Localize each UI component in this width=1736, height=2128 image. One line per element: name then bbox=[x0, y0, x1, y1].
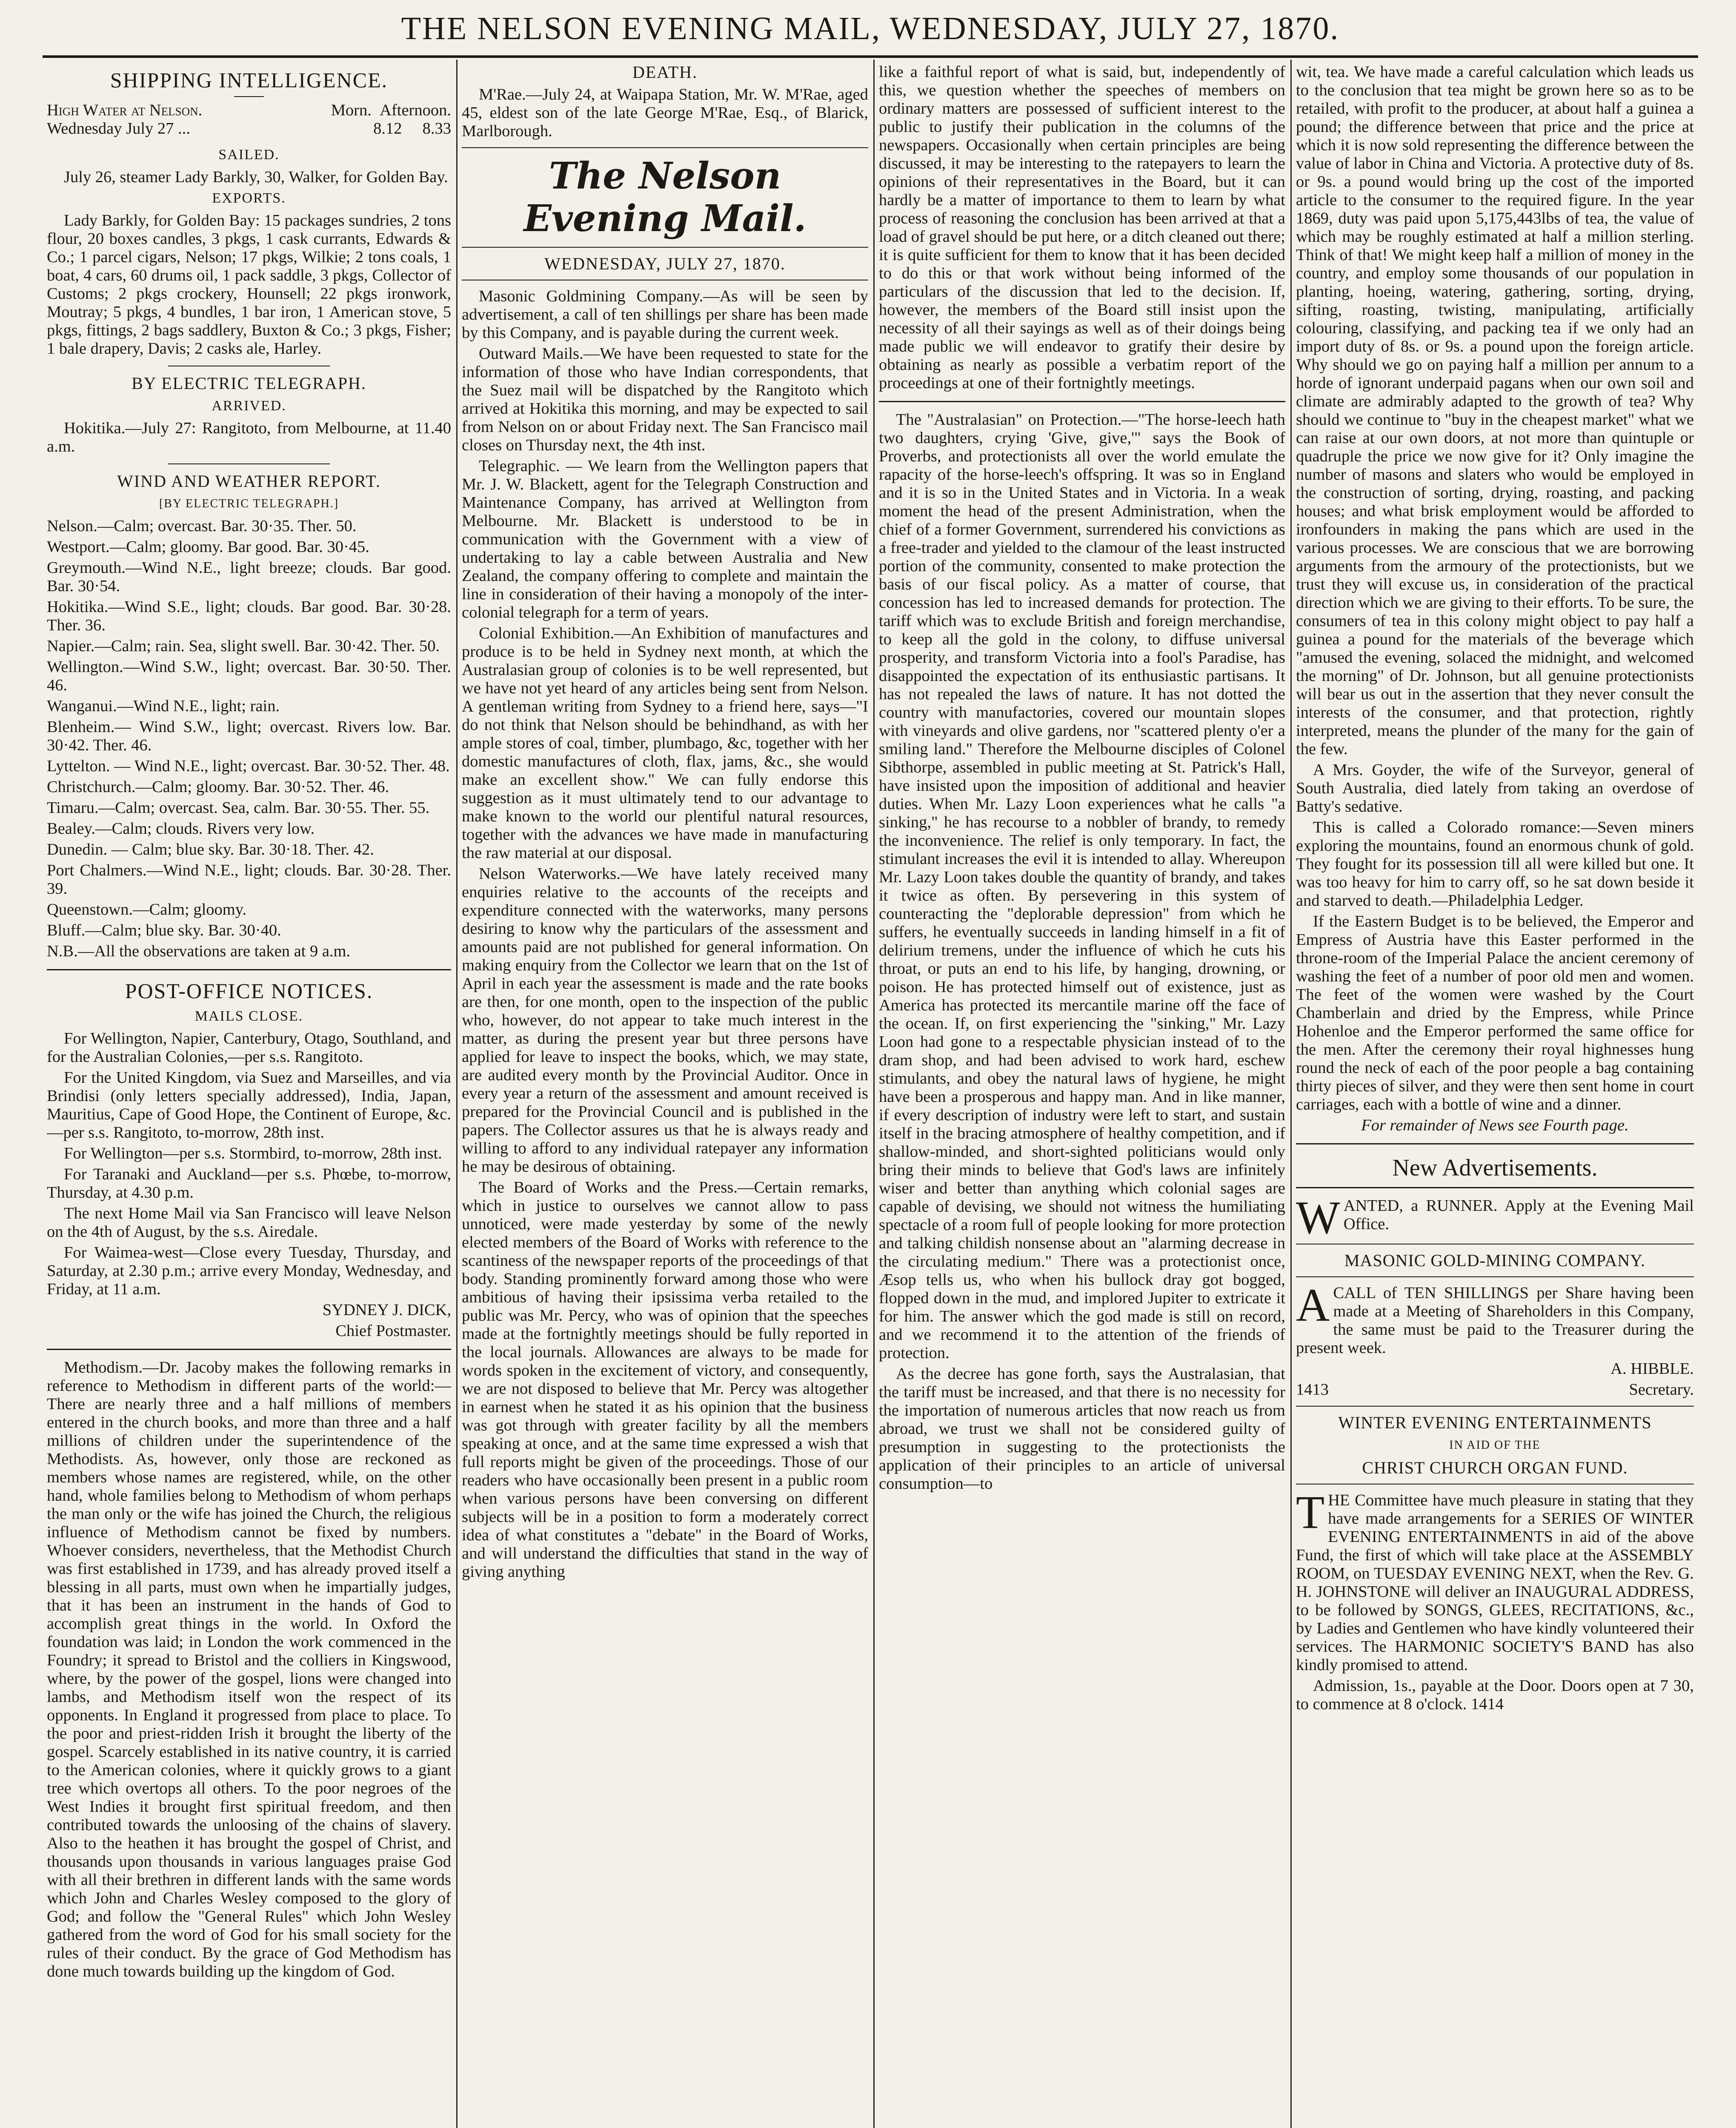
weather-line: Timaru.—Calm; overcast. Sea, calm. Bar. 30·55. Ther. 55. bbox=[47, 799, 430, 817]
weather-line: Queenstown.—Calm; gloomy. bbox=[47, 901, 247, 918]
weather-line: Port Chalmers.—Wind N.E., light; clouds. Bar. 30·28. Ther. 39. bbox=[47, 861, 451, 898]
section-rule bbox=[1296, 1143, 1694, 1144]
weather-note: N.B.—All the observations are taken at 9 a.m. bbox=[47, 942, 351, 960]
column-2 bbox=[462, 63, 868, 2128]
weather-list bbox=[47, 517, 451, 961]
section-rule bbox=[47, 969, 451, 970]
mail-line: For Waimea-west—Close every Tuesday, Thursday, and Saturday, at 2.30 p.m.; arrive every Monday, Wednesday, and Friday, at 11 a.m. bbox=[47, 1244, 451, 1298]
ad-winter-text: HE Committee have much pleasure in stating that they have made arrangements for a SERIES OF WINTER EVENING ENTERTAINMENTS in aid of the above Fund, the first of which will take place at the ASSEMBLY ROOM, on TUESDAY EVENING NEXT, when the Rev. G. H. JOHNSTONE will deliver an INAUGURAL ADDRESS, to be followed by SONGS, GLEES, RECITATIONS, &c., by Ladies and Gentlemen who have kindly volunteered their services. The HARMONIC SOCIETY'S BAND has also kindly promised to attend. bbox=[1296, 1491, 1694, 1674]
article-paragraph: Outward Mails.—We have been requested to state for the information of those who have Indian correspondents, that the Suez mail will be dispatched by the Rangitoto which arrived at Hokitika this morning, and may be expected to sail from Nelson on or about Friday next. The San Francisco mail closes on Thursday next, the 4th inst. bbox=[462, 345, 868, 454]
weather-line: Wellington.—Wind S.W., light; overcast. Bar. 30·50. Ther. 46. bbox=[47, 658, 451, 694]
exports-head: EXPORTS. bbox=[212, 190, 286, 206]
telegraph-title: BY ELECTRIC TELEGRAPH. bbox=[132, 374, 366, 393]
ad-masonic bbox=[1296, 1279, 1694, 1357]
tide-label: High Water at Nelson. bbox=[47, 101, 203, 119]
weather-line: Bealey.—Calm; clouds. Rivers very low. bbox=[47, 820, 315, 838]
ad-masonic-name: A. HIBBLE. bbox=[1610, 1360, 1694, 1378]
death-head: DEATH. bbox=[632, 63, 698, 82]
ad-masonic-title: Secretary. bbox=[1629, 1381, 1694, 1399]
paper-title: The Nelson Evening Mail. bbox=[523, 154, 807, 240]
death-text: M'Rae.—July 24, at Waipapa Station, Mr. W. M'Rae, aged 45, eldest son of the late George M'Rae, Esq., of Blarick, Marlborough. bbox=[462, 86, 868, 140]
shipping-title: SHIPPING INTELLIGENCE. bbox=[110, 68, 388, 92]
ad-rule bbox=[1296, 1406, 1694, 1407]
article-paragraph: A Mrs. Goyder, the wife of the Surveyor, general of South Australia, died lately from taking an overdose of Batty's sedative. bbox=[1296, 761, 1694, 815]
section-rule bbox=[47, 1349, 451, 1350]
ad-winter-admission: Admission, 1s., payable at the Door. Doors open at 7 30, to commence at 8 o'clock. 1414 bbox=[1296, 1677, 1694, 1713]
tide-header bbox=[47, 101, 451, 120]
sailed-head: SAILED. bbox=[218, 147, 280, 163]
weather-line: Greymouth.—Wind N.E., light breeze; clouds. Bar good. Bar. 30·54. bbox=[47, 559, 451, 595]
weather-line: Napier.—Calm; rain. Sea, slight swell. Bar. 30·42. Ther. 50. bbox=[47, 637, 440, 655]
ad-winter-head2: CHRIST CHURCH ORGAN FUND. bbox=[1362, 1458, 1628, 1477]
weather-line: Lyttelton. — Wind N.E., light; overcast. Bar. 30·52. Ther. 48. bbox=[47, 757, 450, 775]
ad-runner-text: ANTED, a RUNNER. Apply at the Evening Mail Office. bbox=[1343, 1197, 1694, 1233]
article-paragraph: The Board of Works and the Press.—Certain remarks, which in justice to ourselves we cannot allow to pass unnoticed, were made yesterday by some of the newly elected members of the Board of Works with reference to the scantiness of the newspaper reports of the proceedings of that body. Standing prominently forward among those who were ambitious of having their ipsissima verba retailed to the public was Mr. Percy, who was of opinion that the speeches made at the fortnightly meetings should be fully reported in the local journals. Allowances are always to be made for words spoken in the excitement of victory, and consequently, we are not disposed to believe that Mr. Percy was altogether in earnest when he stated it as his opinion that the business was got through with greater facility by all the members speaking at once, and at the same time expressed a wish that full reports might be given of the proceedings. Those of our readers who have occasionally been present in a public room when various persons have been conversing on different subjects will be in a position to form a moderately correct idea of what constitutes a "debate" in the Board of Works, and will understand the difficulties that stand in the way of giving anything bbox=[462, 1178, 868, 1581]
mails-head: MAILS CLOSE. bbox=[194, 1008, 303, 1024]
tide-aft-label: Afternoon. bbox=[380, 101, 451, 119]
arrived-head: ARRIVED. bbox=[212, 398, 286, 414]
tide-morn: 8.12 bbox=[373, 120, 402, 137]
ornament-rule bbox=[234, 96, 264, 97]
tide-day: Wednesday July 27 ... bbox=[47, 120, 190, 137]
ad-number: 1413 bbox=[1296, 1381, 1329, 1399]
column-divider bbox=[873, 60, 875, 2128]
ad-masonic-text: CALL of TEN SHILLINGS per Share having been made at a Meeting of Shareholders in this Company, the same must be paid to the Treasurer during the present week. bbox=[1296, 1284, 1694, 1357]
exports-text: Lady Barkly, for Golden Bay: 15 packages sundries, 2 tons flour, 20 boxes candles, 3 pkgs, 1 cask currants, Edwards & Co.; 1 parcel cigars, Nelson; 17 pkgs, Wilkie; 2 tons coals, 1 boat, 4 cars, 60 drums oil, 1 pack saddle, 3 pkgs, Collector of Customs; 2 pkgs crockery, Hounsell; 22 pkgs ironwork, Moutray; 5 pkgs, 4 bundles, 1 bar iron, 1 American stove, 5 pkgs, fittings, 2 bags saddlery, Buxton & Co.; 3 pkgs, Fisher; 1 bale drapery, Davis; 2 casks ale, Harley. bbox=[47, 212, 451, 358]
column-3 bbox=[879, 63, 1285, 2128]
mail-line: For the United Kingdom, via Suez and Marseilles, and via Brindisi (only letters specially addressed), India, Japan, Mauritius, Cape of Good Hope, the Continent of Europe, &c.—per s.s. Rangitoto, to-morrow, 28th inst. bbox=[47, 1069, 451, 1141]
section-rule bbox=[462, 147, 868, 148]
weather-line: Dunedin. — Calm; blue sky. Bar. 30·18. Ther. 42. bbox=[47, 841, 374, 858]
weather-sub: [BY ELECTRIC TELEGRAPH.] bbox=[159, 497, 339, 510]
drop-cap: A bbox=[1296, 1279, 1330, 1331]
article-paragraph: wit, tea. We have made a careful calculation which leads us to the conclusion that tea might be grown here so as to be retailed, with profit to the producer, at about half a guinea a pound; the difference between that price and the price at which it is now sold representing the difference between the value of labor in China and Victoria. A protective duty of 8s. or 9s. a pound would bring up the cost of the imported article to the consumer to the required figure. In the year 1869, duty was paid upon 5,175,443lbs of tea, the value of which may be roughly estimated at half a million sterling. Think of that! We might keep half a million of money in the country, and employ some thousands of our population in planting, hoeing, watering, gathering, sorting, drying, sifting, roasting, twisting, manipulating, artificially colouring, classifying, and packing tea if we only had an import duty of 8s. or 9s. a pound upon the foreign article. Why should we go on paying half a million per annum to a horde of ignorant underpaid pagans when our own soil and climate are admirably adapted to the growth of tea? Why should we continue to "buy in the cheapest market" what we can raise at our own doors, at not more than quintuple or quadruple the price we now give for it? Only imagine the number of masons and slaters who would be employed in the construction of sorting, drying, roasting, and packing houses; and what brisk employment would be afforded to ironfounders in making the pans which are used in the various processes. We are conscious that we are borrowing arguments from the armoury of the protectionists, but we trust they will excuse us, in consideration of the practical direction which we are giving to their efforts. To be sure, the consumers of tea in this colony might object to pay half a guinea a pound for the materials of the beverage which "amused the evening, solaced the midnight, and welcomed the morning" of Dr. Johnson, but all genuine protectionists will bear us out in the assertion that they never consult the interests of the consumer, and that protection, rightly interpreted, means the plunder of the many for the gain of the few. bbox=[1296, 63, 1694, 758]
ad-winter-sub: IN AID OF THE bbox=[1449, 1439, 1541, 1452]
ad-masonic-head: MASONIC GOLD-MINING COMPANY. bbox=[1344, 1251, 1645, 1270]
weather-line: Westport.—Calm; gloomy. Bar good. Bar. 30·45. bbox=[47, 538, 369, 556]
article-paragraph: Masonic Goldmining Company.—As will be seen by advertisement, a call of ten shillings per share has been made by this Company, and is payable during the current week. bbox=[462, 287, 868, 342]
postmaster-title: Chief Postmaster. bbox=[335, 1322, 451, 1340]
article-paragraph: As the decree has gone forth, says the Australasian, that the tariff must be increased, and that there is no necessity for the importation of numerous articles that now reach us from abroad, we trust we shall not be considered guilty of presumption in suggesting to the protectionists the application of their principles to an article of universal consumption—to bbox=[879, 1365, 1285, 1493]
article-paragraph: If the Eastern Budget is to be believed, the Emperor and Empress of Austria have this Easter performed in the throne-room of the Imperial Palace the ancient ceremony of washing the feet of a number of poor old men and women. The feet of the women were washed by the Court Chamberlain and dried by the Empress, while Prince Hohenloe and the Emperor performed the same office for the men. After the ceremony their royal highnesses hung round the neck of each of the poor people a bag containing thirty pieces of silver, and they were then sent home in court carriages, each with a bottle of wine and a dinner. bbox=[1296, 912, 1694, 1113]
weather-line: Bluff.—Calm; blue sky. Bar. 30·40. bbox=[47, 921, 281, 939]
article-paragraph: This is called a Colorado romance:—Seven miners exploring the mountains, found an enormous chunk of gold. They fought for its possession till all were killed but one. It was too heavy for him to carry off, so he sat down beside it and starved to death.—Philadelphia Ledger. bbox=[1296, 818, 1694, 910]
tide-row bbox=[47, 120, 451, 138]
drop-cap: T bbox=[1296, 1486, 1325, 1538]
ad-winter-head: WINTER EVENING ENTERTAINMENTS bbox=[1338, 1413, 1652, 1432]
drop-cap: W bbox=[1296, 1192, 1340, 1244]
weather-line: Hokitika.—Wind S.E., light; clouds. Bar good. Bar. 30·28. Ther. 36. bbox=[47, 598, 451, 634]
mail-line: For Taranaki and Auckland—per s.s. Phœbe, to-morrow, Thursday, at 4.30 p.m. bbox=[47, 1165, 451, 1201]
weather-line: Blenheim.— Wind S.W., light; overcast. Rivers low. Bar. 30·42. Ther. 46. bbox=[47, 718, 451, 754]
article-paragraph: like a faithful report of what is said, but, independently of this, we question whether the speeches of members on ordinary matters are possessed of sufficient interest to the public to justify their publication in the columns of the newspapers. Occasionally when certain principles are being discussed, it may be interesting to the ratepayers to learn the opinions of their representatives in the Board, but it can hardly be a matter of importance to them to learn by what process of reasoning the conclusion has been arrived at that a load of gravel should be put here, or a ditch cleaned out there; it is quite sufficient for them to know that it has been decided to do this or that work without being informed of the particulars of the discussion that led to the decision. If, however, the members of the Board still insist upon the necessity of all their sayings as well as of their doings being made public we will endeavor to gratify their desire by obtaining as nearly as possible a verbatim report of the proceedings at one of their fortnightly meetings. bbox=[879, 63, 1285, 392]
ad-masonic-sig bbox=[1296, 1381, 1694, 1399]
tide-aft: 8.33 bbox=[422, 120, 451, 137]
arrived-text: Hokitika.—July 27: Rangitoto, from Melbourne, at 11.40 a.m. bbox=[47, 419, 451, 455]
column-divider bbox=[456, 60, 458, 2128]
article-paragraph: Nelson Waterworks.—We have lately received many enquiries relative to the accounts of the receipts and expenditure connected with the waterworks, many persons desiring to know why the particulars of the assessment and amounts paid are not published for general information. On making enquiry from the Collector we learn that on the 1st of April in each year the assessment is made and the rate books are then, for one month, open to the inspection of the public who, however, do not appear to take much interest in the matter, as during the present year but three persons have applied for leave to inspect the books, which, we may state, are audited every month by the Provincial Auditor. Once in every year a return of the assessment and amount received is prepared for the Provincial Council and is published in the papers. The Collector assures us that he is always ready and willing to afford to any individual ratepayer any information he may be desirous of obtaining. bbox=[462, 865, 868, 1176]
weather-line: Christchurch.—Calm; gloomy. Bar. 30·52. Ther. 46. bbox=[47, 778, 389, 796]
article-paragraph: Telegraphic. — We learn from the Wellington papers that Mr. J. W. Blackett, agent for the Telegraph Construction and Maintenance Company, has arrived at Wellington from Melbourne. Mr. Blackett is understood to be in communication with the Government with a view of undertaking to lay a cable between Australia and New Zealand, the company offering to complete and maintain the line in consideration of their having a monopoly of the inter-colonial telegraph for a term of years. bbox=[462, 457, 868, 621]
section-rule bbox=[168, 463, 330, 464]
weather-title: WIND AND WEATHER REPORT. bbox=[117, 472, 381, 491]
mail-line: For Wellington—per s.s. Stormbird, to-morrow, 28th inst. bbox=[64, 1144, 442, 1162]
title-rule bbox=[462, 247, 868, 248]
weather-line: Wanganui.—Wind N.E., light; rain. bbox=[47, 697, 280, 715]
column-1 bbox=[47, 63, 451, 2128]
ads-banner: New Advertisements. bbox=[1392, 1155, 1598, 1181]
ad-runner bbox=[1296, 1192, 1694, 1244]
post-title: POST-OFFICE NOTICES. bbox=[125, 979, 373, 1003]
tide-morn-label: Morn. bbox=[331, 101, 372, 119]
article-paragraph: Colonial Exhibition.—An Exhibition of manufactures and produce is to be held in Sydney next month, at which the Australasian group of colonies is to be well represented, but we have not yet heard of any articles being sent from Nelson. A gentleman writing from Sydney to a friend here, says—"I do not think that Nelson should be behindhand, as with her ample stores of coal, timber, plumbago, &c, together with her domestic manufactures of cloth, flax, jams, &c., she would make an excellent show." We can fully endorse this suggestion as it must ultimately tend to our advantage to make known to the world our plentiful natural resources, together with the advances we have made in manufacturing the raw material at our disposal. bbox=[462, 624, 868, 862]
masthead: THE NELSON EVENING MAIL, WEDNESDAY, JULY 27, 1870. bbox=[401, 11, 1340, 46]
weather-line: Nelson.—Calm; overcast. Bar. 30·35. Ther. 50. bbox=[47, 517, 357, 535]
ad-rule bbox=[1296, 1276, 1694, 1277]
article-paragraph: The "Australasian" on Protection.—"The horse-leech hath two daughters, crying 'Give, give,'" says the Book of Proverbs, and protectionists all over the world emulate the rapacity of the horse-leech's offspring. It was so in England and it is so in the United States and in Victoria. In a weak moment the head of the present Administration, when the chief of a former Government, surrendered his convictions as a free-trader and yielded to the clamour of the least instructed portion of the community, consented to make protection the basis of our fiscal policy. As a matter of course, that concession has led to increased demands for protection. The tariff which was to exclude British and foreign merchandise, to keep all the gold in the colony, to diffuse universal prosperity, and transform Victoria into a fool's Paradise, has disappointed the expectation of its enthusiastic partisans. It has not repealed the laws of nature. It has not dotted the country with manufactories, covered our mountain slopes with vineyards and olive gardens, nor "scattered plenty o'er a smiling land." Therefore the Melbourne disciples of Colonel Sibthorpe, assembled in public meeting at St. Patrick's Hall, have insisted upon the imposition of additional and heavier duties. When Mr. Lazy Loon experiences what he calls "a sinking," he has recourse to a nobbler of brandy, to remedy the inconvenience. The relief is only temporary. In fact, the stimulant increases the evil it is intended to allay. Whereupon Mr. Lazy Loon takes double the quantity of brandy, and takes it twice as often. By persevering in this system of counteracting the "deplorable depression" from which he suffers, he eventually succeeds in landing himself in a fit of delirium tremens, under the influence of which he cuts his throat, or puts an end to his life, by hanging, drowning, or poison. He has protected himself out of existence, just as America has protected its mercantile marine off the face of the ocean. If, on first experiencing the "sinking," Mr. Lazy Loon had gone to a respectable physician instead of to the dram shop, and had been advised to work hard, eschew stimulants, and obey the natural laws of hygiene, he might have been a prosperous and happy man. And in like manner, if every description of industry were left to start, and sustain itself in the bracing atmosphere of healthy competition, and if shallow-minded, and short-sighted politicians would only bring their minds to believe that God's laws are infinitely wiser and better than anything which colonial sages are capable of devising, we should not witness the humiliating spectacle of a room full of people looking for more protection and talking childish nonsense about an "alarming decrease in the circulating medium." There was a protectionist once, Æsop tells us, who when his bullock dray got bogged, flopped down in the mud, and implored Jupiter to extricate it for him. The answer which the god made is still on record, and we recommend it to the attention of the friends of protection. bbox=[879, 411, 1285, 1362]
dateline: WEDNESDAY, JULY 27, 1870. bbox=[544, 254, 786, 273]
mail-line: For Wellington, Napier, Canterbury, Otago, Southland, and for the Australian Colonies,—per s.s. Rangitoto. bbox=[47, 1030, 451, 1066]
postmaster-name: SYDNEY J. DICK, bbox=[322, 1301, 451, 1319]
masthead-rule bbox=[43, 55, 1698, 58]
section-rule bbox=[879, 401, 1285, 402]
sailed-text: July 26, steamer Lady Barkly, 30, Walker, for Golden Bay. bbox=[64, 168, 448, 186]
ad-winter bbox=[1296, 1486, 1694, 1674]
mail-line: The next Home Mail via San Francisco will leave Nelson on the 4th of August, by the s.s. Airedale. bbox=[47, 1204, 451, 1241]
column-4 bbox=[1296, 63, 1694, 2128]
remainder-note: For remainder of News see Fourth page. bbox=[1361, 1116, 1629, 1134]
methodism-article: Methodism.—Dr. Jacoby makes the following remarks in reference to Methodism in different parts of the world:—There are nearly three and a half millions of members entered in the church books, and more than three and a half millions of children under the superintendence of the Methodists. As, however, only those are reckoned as members whose names are registered, while, on the other hand, whole families belong to Methodism of whom perhaps the man only or the wife has joined the Church, the religious influence of Methodism cannot be fixed by numbers. Whoever considers, nevertheless, that the Methodist Church was first established in 1739, and has already proved itself a blessing in all parts, must own when he impartially judges, that it has been an instrument in the hands of God to accomplish great things in the world. In Oxford the foundation was laid; in London the work commenced in the Foundry; it spread to Bristol and the colliers in Kingswood, where, by the power of the gospel, lions were changed into lambs, and Methodism itself won the respect of its opponents. In England it progressed from place to place. To the poor and priest-ridden Irish it brought the liberty of the gospel. Scarcely established in its native country, it is carried to the American colonies, where it quickly grows to a giant tree which overtops all others. To the poor negroes of the West Indies it brought first spiritual freedom, and then contributed towards the unloosing of the chains of slavery. Also to the heathen it has brought the gospel of Christ, and thousands upon thousands in various languages praise God with all their brethren in different lands with the same words which John and Charles Wesley composed to the glory of God; and follow the "General Rules" which John Wesley gathered from the word of God for his small society for the rules of their conduct. By the grace of God Methodism has done much towards building up the kingdom of God. bbox=[47, 1359, 451, 1980]
column-divider bbox=[1290, 60, 1292, 2128]
section-rule bbox=[1296, 1187, 1694, 1188]
